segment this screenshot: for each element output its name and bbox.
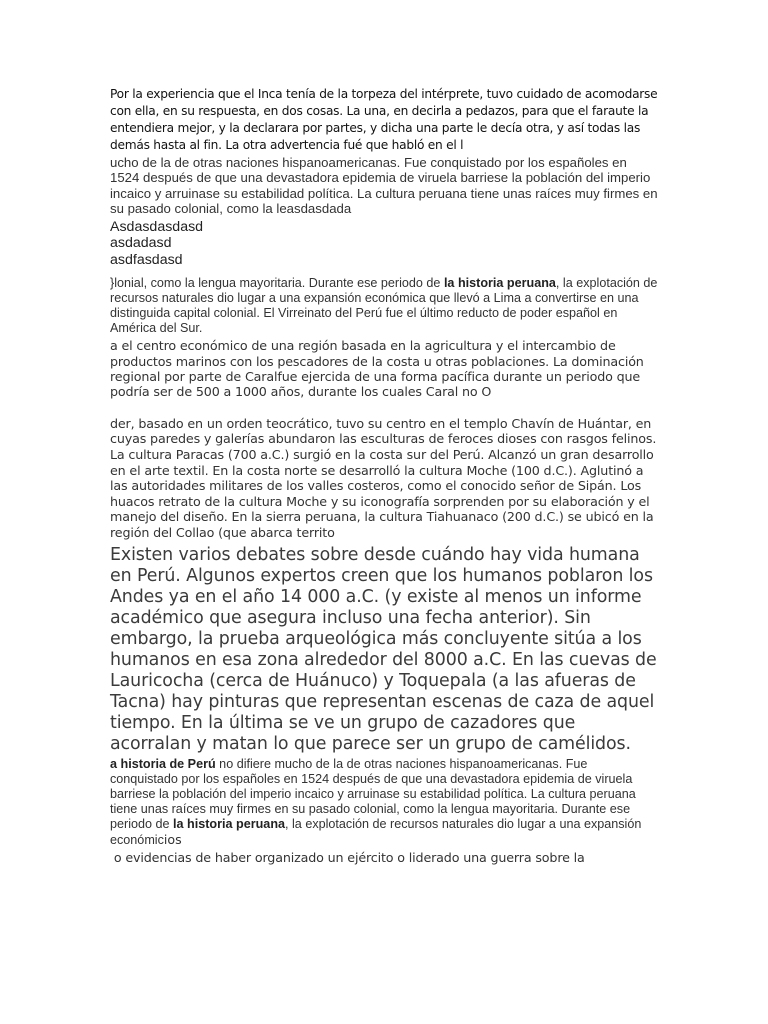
paragraph-inca-interpreter: Por la experiencia que el Inca tenía de la torpeza del intérprete, tuvo cuidado de acomodarse con ella, en su respuesta, en dos cosas. La una, en decirla a pedazos, para que el faraute la entendiera mejor, y la declarara por partes, y dicha una parte le decía otra, y así todas las demás hasta al fin. La otra advertencia fué que habló en el l	[110, 87, 658, 152]
document-page	[110, 86, 658, 866]
text-segment: , la explotación de recursos naturales dio lugar a una expansión económica que llevó a Lima a convertirse en una distinguida capital colonial. El Virreinato del Perú fue el último reducto de poder español en América del Sur.	[110, 276, 658, 336]
line-asdasdasdasd: Asdasdasdasd	[110, 218, 204, 235]
paragraph-army-evidence: o evidencias de haber organizado un ejército o liderado una guerra sobre la	[110, 849, 585, 865]
paragraph-caral-economy: a el centro económico de una región basada en la agricultura y el intercambio de productos marinos con los pescadores de la costa u otras poblaciones. La dominación regional por parte de Caralfue ejercida de una forma pacífica durante un periodo que podría ser de 500 a 1000 años, durante los cuales Caral no O	[110, 338, 644, 400]
text-segment: no difiere mucho de la de otras naciones hispanoamericanas. Fue conquistado por los españoles en 1524 después de que una devastadora epidemia de viruela barriese la población del imperio incaico y arruinase su estabilidad política. La cultura peruana tiene unas raíces muy firmes en su pasado colonial, como la lengua mayoritaria. Durante ese periodo de	[110, 756, 636, 831]
paragraph-human-presence-peru: Existen varios debates sobre desde cuándo hay vida humana en Perú. Algunos expertos creen que los humanos poblaron los Andes ya en el año 14 000 a.C. (y existe al menos un informe académico que asegura incluso una fecha anterior). Sin embargo, la prueba arqueológica más concluyente sitúa a los humanos en esa zona alrededor del 8000 a.C. En las cuevas de Lauricocha (cerca de Huánuco) y Toquepala (a las afueras de Tacna) hay pinturas que representan escenas de caza de aquel tiempo. En la última se ve un grupo de cazadores que acorralan y matan lo que parece ser un grupo de camélidos.	[110, 544, 657, 754]
bold-phrase: la historia peruana	[173, 816, 286, 831]
text-segment-tail: ios	[163, 831, 182, 847]
text-segment: }lonial, como la lengua mayoritaria. Durante ese periodo de	[110, 276, 444, 291]
paragraph-colonial-era	[110, 276, 658, 336]
line-asdfasdasd: asdfasdasd	[110, 251, 183, 268]
paragraph-chavin-cultures: der, basado en un orden teocrático, tuvo su centro en el templo Chavín de Huántar, en cuyas paredes y galerías abundaron las esculturas de feroces dioses con rasgos felinos. La cultura Paracas (700 a.C.) surgió en la costa sur del Perú. Alcanzó un gran desarrollo en el arte textil. En la costa norte se desarrolló la cultura Moche (100 d.C.). Aglutinó a las autoridades militares de los valles costeros, como el conocido señor de Sipán. Los huacos retrato de la cultura Moche y su iconografía sorprenden por su elaboración y el manejo del diseño. En la sierra peruana, la cultura Tiahuanaco (200 d.C.) se ubicó en la región del Collao (que abarca territo	[110, 415, 657, 540]
text-segment: , la explotación de recursos naturales dio lugar a una expansión económic	[110, 816, 642, 847]
paragraph-hispanoamerican-history: ucho de la de otras naciones hispanoamericanas. Fue conquistado por los españoles en 1524 después de que una devastadora epidemia de viruela barriese la población del imperio incaico y arruinase su estabilidad política. La cultura peruana tiene unas raíces muy firmes en su pasado colonial, como la leasdasdada	[110, 155, 658, 217]
paragraph-peru-history-summary	[110, 757, 658, 848]
bold-phrase: a historia de Perú	[110, 756, 216, 771]
line-asdadasd: asdadasd	[110, 235, 172, 252]
bold-phrase: la historia peruana	[443, 276, 556, 291]
